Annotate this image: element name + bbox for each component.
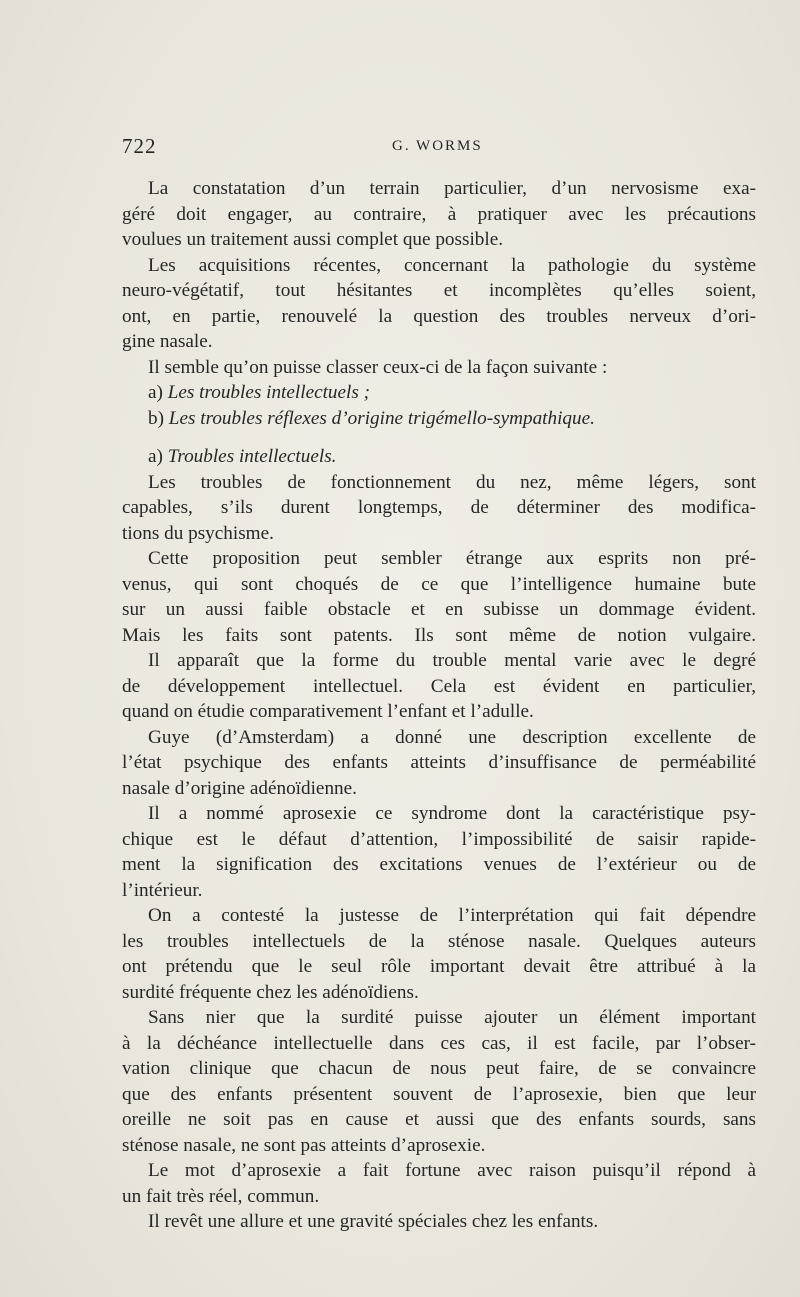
text-line: On a contesté la justesse de l’interprétation qui fait dépendre xyxy=(148,905,756,926)
text-line: neuro-végétatif, tout hésitantes et incomplètes qu’elles soient, xyxy=(122,280,756,301)
page-header xyxy=(122,134,758,164)
section-heading xyxy=(122,444,756,470)
text-line: à la déchéance intellectuelle dans ces cas, il est facile, par l’obser- xyxy=(122,1032,756,1054)
text-line: que des enfants présentent souvent de l’aprosexie, bien que leur xyxy=(122,1083,756,1105)
text-line: nasale d’origine adénoïdienne. xyxy=(122,777,357,799)
list-item-text: Les troubles intellectuels ; xyxy=(167,382,371,403)
text-line: un fait très réel, commun. xyxy=(122,1185,320,1207)
page-number: 722 xyxy=(122,134,157,158)
section-heading-text: Troubles intellectuels. xyxy=(167,446,337,467)
text-line: Il revêt une allure et une gravité spéciales chez les enfants. xyxy=(148,1211,599,1232)
text-line: voulues un traitement aussi complet que possible. xyxy=(122,229,504,250)
text-line: quand on étudie comparativement l’enfant et l’adulle. xyxy=(122,701,534,722)
list-marker: b) xyxy=(148,407,169,429)
list-marker: a) xyxy=(148,382,168,403)
text-line: oreille ne soit pas en cause et aussi que des enfants sourds, sans xyxy=(122,1109,756,1130)
text-line: Il semble qu’on puisse classer ceux-ci de la façon suivante : xyxy=(148,356,608,378)
text-line: Le mot d’aprosexie a fait fortune avec raison puisqu’il répond à xyxy=(148,1160,756,1181)
text-line: Il a nommé aprosexie ce syndrome dont la caractéristique psy- xyxy=(148,803,756,824)
list-item-a xyxy=(122,380,756,406)
text-line: Sans nier que la surdité puisse ajouter un élément important xyxy=(148,1007,756,1028)
text-line: chique est le défaut d’attention, l’impossibilité de saisir rapide- xyxy=(122,828,756,850)
list-item-text: Les troubles réflexes d’origine trigémello-sympathique. xyxy=(168,407,595,429)
text-line: capables, s’ils durent longtemps, de déterminer des modifica- xyxy=(122,497,756,518)
text-line: Il apparaît que la forme du trouble mental varie avec le degré xyxy=(148,650,756,671)
text-line: Cette proposition peut sembler étrange aux esprits non pré- xyxy=(148,548,756,569)
text-line: Les acquisitions récentes, concernant la pathologie du système xyxy=(148,254,756,276)
text-line: les troubles intellectuels de la sténose nasale. Quelques auteurs xyxy=(122,930,756,952)
text-line: ont prétendu que le seul rôle important devait être attribué à la xyxy=(122,956,756,977)
text-line: l’intérieur. xyxy=(122,879,203,901)
text-line: La constatation d’un terrain particulier, d’un nervosisme exa- xyxy=(148,178,756,199)
text-line: gine nasale. xyxy=(122,331,213,352)
text-line: l’état psychique des enfants atteints d’insuffisance de perméabilité xyxy=(122,752,756,773)
section-marker: a) xyxy=(148,446,168,467)
list-item-b xyxy=(122,406,756,432)
text-line: géré doit engager, au contraire, à pratiquer avec les précautions xyxy=(122,203,756,225)
text-line: Mais les faits sont patents. Ils sont même de notion vulgaire. xyxy=(122,624,756,646)
text-line: Guye (d’Amsterdam) a donné une description excellente de xyxy=(148,726,756,748)
text-line: ont, en partie, renouvelé la question des troubles nerveux d’ori- xyxy=(122,305,756,327)
body-text xyxy=(122,176,756,1235)
text-line: sténose nasale, ne sont pas atteints d’aprosexie. xyxy=(122,1134,486,1156)
running-head: G. WORMS xyxy=(392,138,483,154)
section-gap xyxy=(122,431,756,444)
text-line: venus, qui sont choqués de ce que l’intelligence humaine bute xyxy=(122,573,756,595)
text-line: Les troubles de fonctionnement du nez, même légers, sont xyxy=(148,471,756,493)
text-line: de développement intellectuel. Cela est évident en particulier, xyxy=(122,675,756,697)
text-line: ment la signification des excitations venues de l’extérieur ou de xyxy=(122,854,756,875)
text-line: tions du psychisme. xyxy=(122,522,274,544)
text-line: vation clinique que chacun de nous peut faire, de se convaincre xyxy=(122,1058,756,1079)
text-line: sur un aussi faible obstacle et en subisse un dommage évident. xyxy=(122,599,756,620)
text-line: surdité fréquente chez les adénoïdiens. xyxy=(122,981,419,1003)
